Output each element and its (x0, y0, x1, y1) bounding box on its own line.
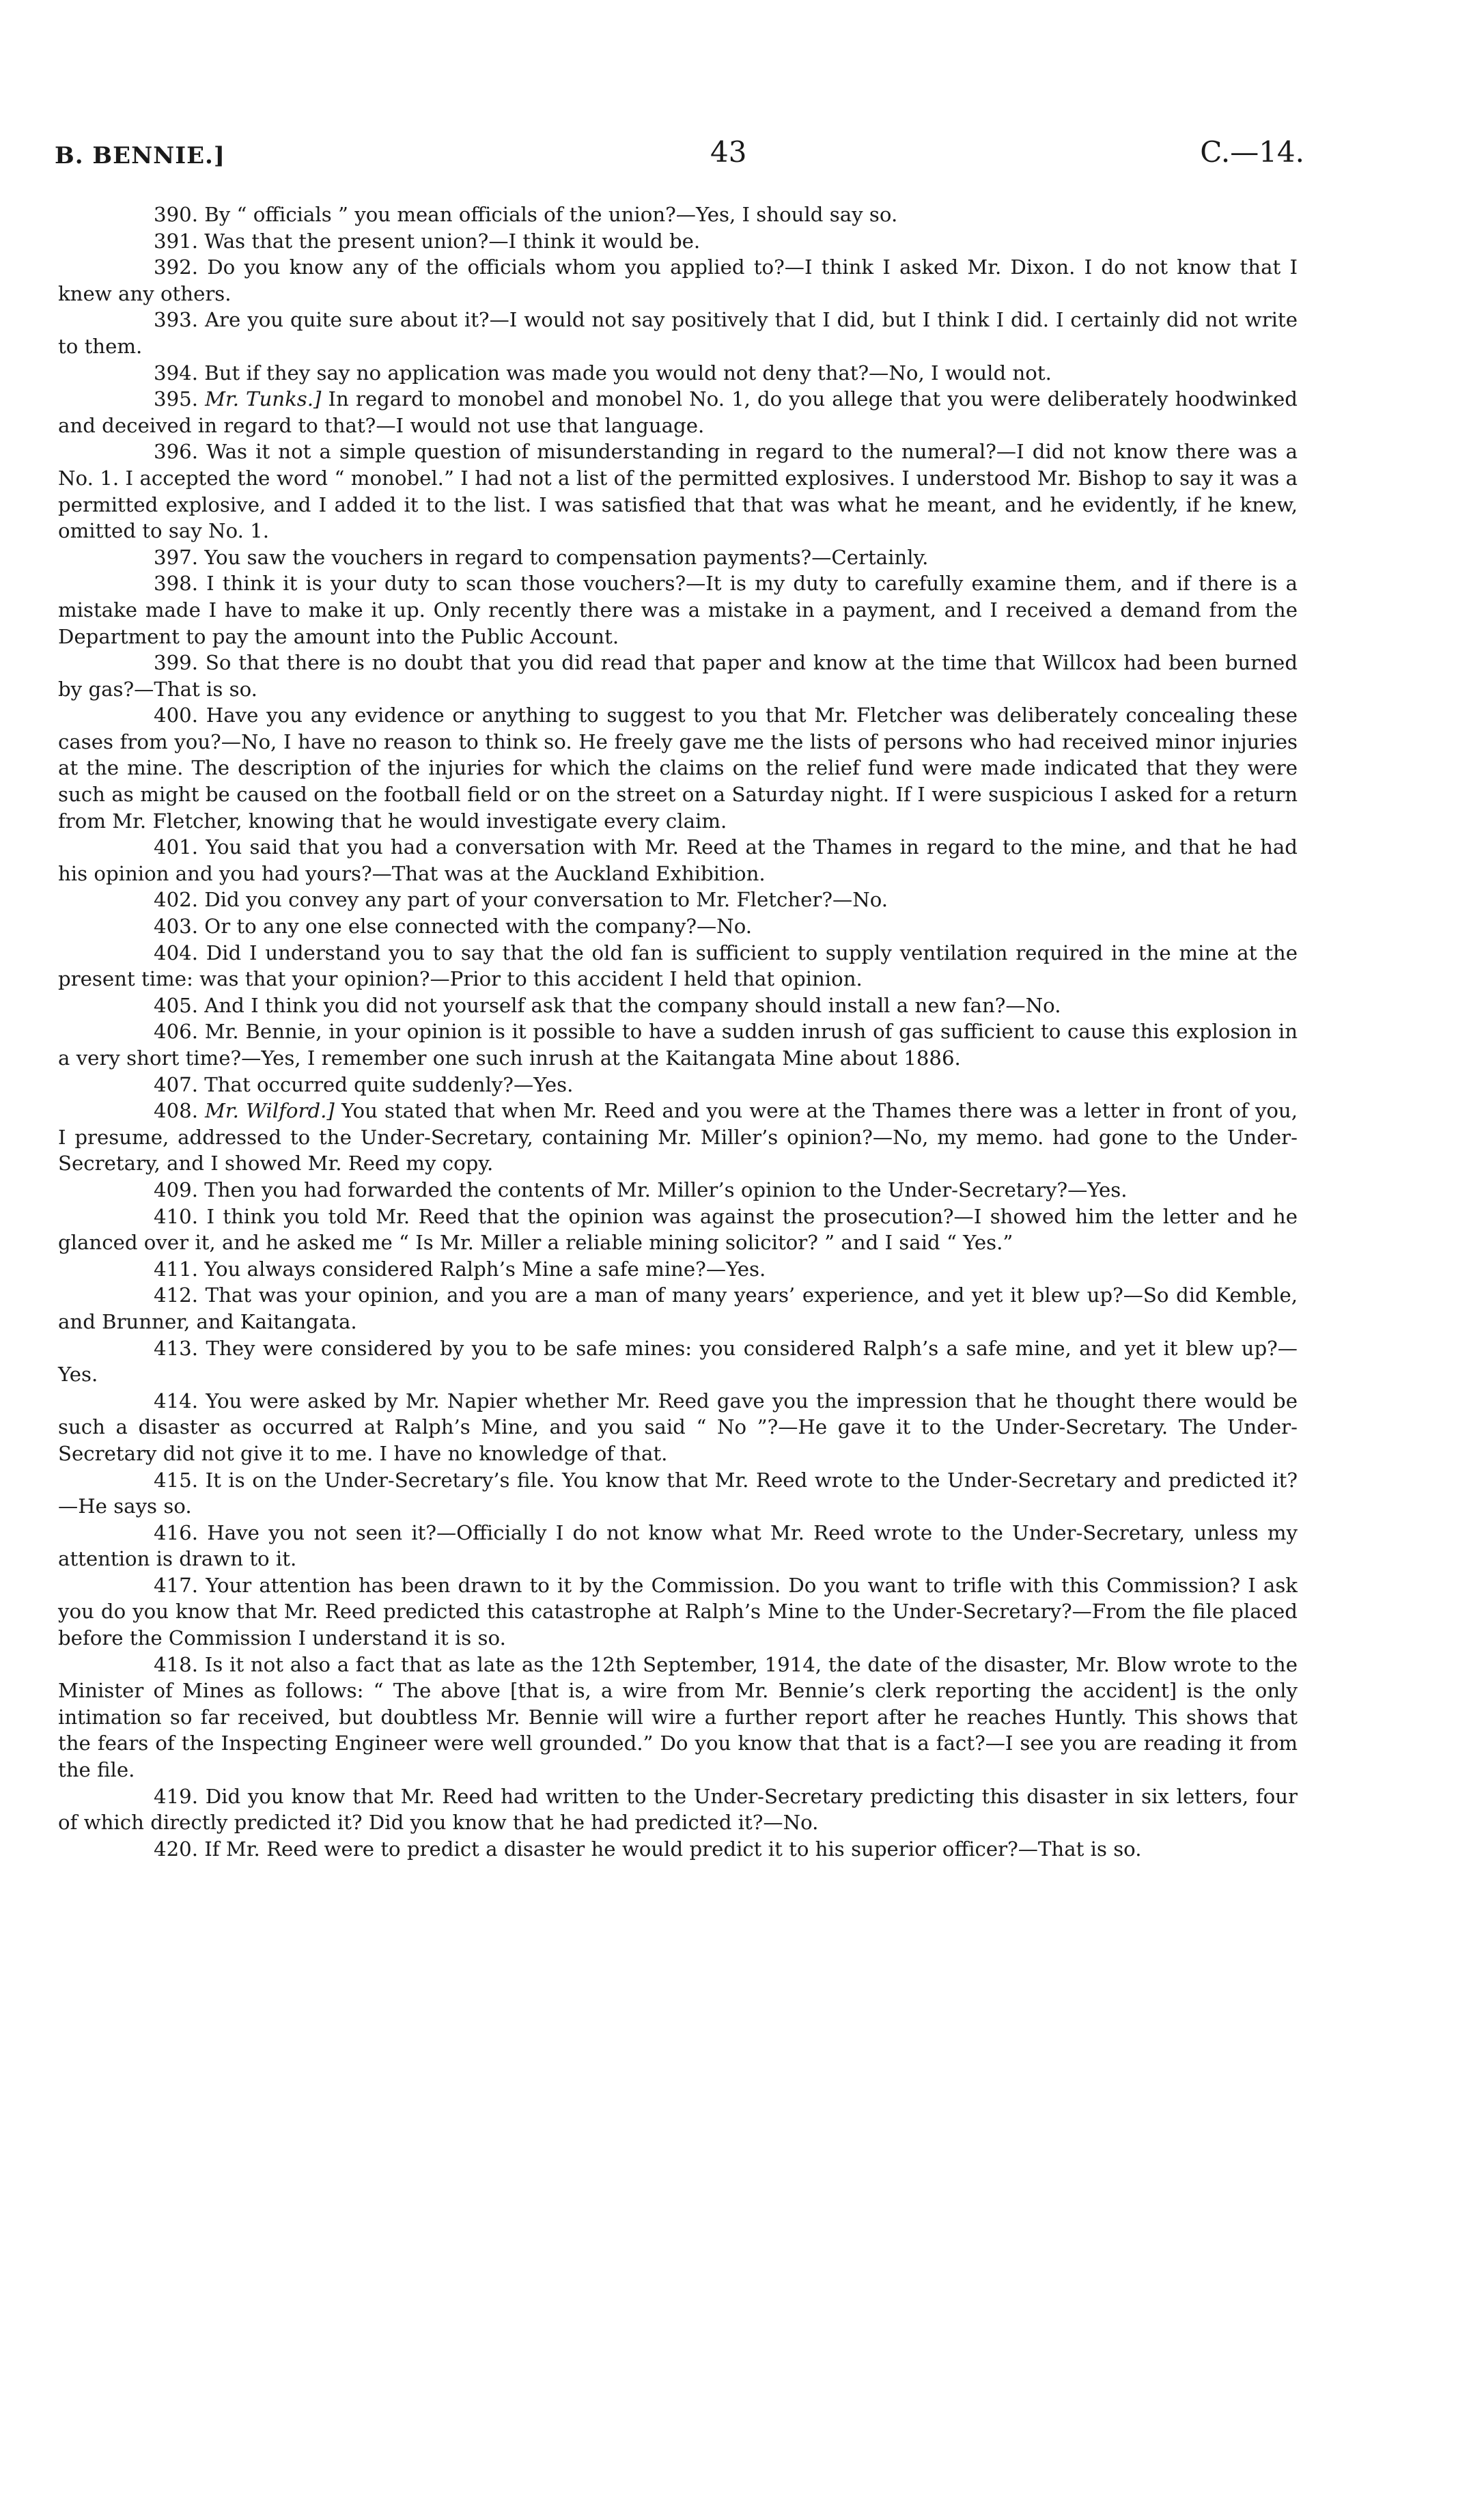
question-answer-paragraph (58, 1467, 1298, 1520)
question-answer-text: By “ officials ” you mean officials of the union?—Yes, I should say so. (204, 203, 898, 226)
question-answer-text: Mr. Bennie, in your opinion is it possible to have a sudden inrush of gas sufficient to cause this explosion in a very short time?—Yes, I remember one such inrush at the Kaitangata Mine about 1886. (58, 1020, 1298, 1070)
question-answer-text: And I think you did not yourself ask that the company should install a new fan?—No. (204, 993, 1061, 1017)
question-number: 410. (154, 1204, 198, 1228)
question-answer-text: I think it is your duty to scan those vouchers?—It is my duty to carefully examine them, and if there is a mistake made I have to make it up. Only recently there was a mistake in a payment, and I received a demand from the Department to pay the amount into the Public Account. (58, 572, 1298, 648)
question-answer-paragraph (58, 1836, 1298, 1863)
question-answer-text: Did you know that Mr. Reed had written to the Under-Secretary predicting this disaster in six letters, four of which directly predicted it? Did you know that he had predicted it?—No. (58, 1784, 1298, 1835)
question-answer-text: If Mr. Reed were to predict a disaster he would predict it to his superior officer?—That is so. (204, 1837, 1142, 1861)
question-answer-paragraph (58, 201, 1298, 228)
examiner-name: Mr. Wilford.] (205, 1099, 335, 1123)
question-answer-text: Your attention has been drawn to it by the Commission. Do you want to trifle with this Commission? I ask you do you know that Mr. Reed predicted this catastrophe at Ralph’s Mine to the Under-Secretary?—From the file placed before the Commission I understand it is so. (58, 1573, 1298, 1650)
question-number: 402. (154, 888, 198, 912)
question-answer-text: Are you quite sure about it?—I would not say positively that I did, but I think I did. I certainly did not write to them. (58, 308, 1298, 358)
question-number: 420. (154, 1837, 198, 1861)
question-number: 408. (154, 1099, 198, 1123)
question-answer-text: It is on the Under-Secretary’s file. You know that Mr. Reed wrote to the Under-Secretary and predicted it?—He says so. (58, 1468, 1298, 1518)
question-answer-paragraph (58, 1783, 1298, 1836)
question-answer-paragraph (58, 1388, 1298, 1467)
question-answer-text: That occurred quite suddenly?—Yes. (204, 1072, 574, 1096)
witness-name-header: B. BENNIE.] (55, 142, 225, 169)
question-answer-text: Did I understand you to say that the old fan is sufficient to supply ventilation required in the mine at the present time: was that your opinion?—Prior to this accident I held that opinion. (58, 941, 1298, 991)
question-answer-text: Then you had forwarded the contents of Mr. Miller’s opinion to the Under-Secretary?—Yes. (204, 1178, 1128, 1201)
question-answer-paragraph (58, 992, 1298, 1019)
question-answer-paragraph (58, 1072, 1298, 1098)
question-number: 406. (154, 1020, 198, 1044)
question-answer-paragraph (58, 439, 1298, 544)
question-answer-text: Do you know any of the officials whom you applied to?—I think I asked Mr. Dixon. I do not know that I knew any others. (58, 255, 1298, 305)
question-answer-paragraph (58, 650, 1298, 702)
question-answer-text: Was it not a simple question of misunderstanding in regard to the numeral?—I did not know there was a No. 1. I accepted the word “ monobel.” I had not a list of the permitted explosives. I understood Mr. Bishop to say it was a permitted explosive, and I added it to the list. I was satisfied that that was what he meant, and he evidently, if he knew, omitted to say No. 1. (58, 440, 1298, 543)
question-number: 401. (154, 835, 198, 859)
question-number: 404. (154, 941, 198, 964)
question-answer-paragraph (58, 1204, 1298, 1256)
question-answer-text: You said that you had a conversation with Mr. Reed at the Thames in regard to the mine, and that he had his opinion and you had yours?—That was at the Auckland Exhibition. (58, 835, 1298, 885)
question-answer-text: You always considered Ralph’s Mine a safe mine?—Yes. (204, 1257, 766, 1281)
question-number: 392. (154, 255, 198, 279)
question-answer-text: Did you convey any part of your conversation to Mr. Fletcher?—No. (204, 888, 888, 912)
question-answer-paragraph (58, 1335, 1298, 1388)
question-answer-paragraph (58, 307, 1298, 359)
question-answer-text: Or to any one else connected with the company?—No. (204, 915, 753, 938)
question-answer-text: Have you not seen it?—Officially I do not know what Mr. Reed wrote to the Under-Secretary, unless my attention is drawn to it. (58, 1520, 1298, 1571)
question-number: 394. (154, 361, 198, 385)
question-answer-paragraph (58, 254, 1298, 307)
question-answer-paragraph (58, 1018, 1298, 1071)
question-answer-paragraph (58, 1652, 1298, 1783)
page-header (55, 130, 1304, 178)
question-answer-text: I think you told Mr. Reed that the opinion was against the prosecution?—I showed him the letter and he glanced over it, and he asked me “ Is Mr. Miller a reliable mining solicitor? ” and I said “ Yes.” (58, 1204, 1298, 1255)
question-answer-text: You saw the vouchers in regard to compensation payments?—Certainly. (204, 545, 929, 569)
question-number: 400. (154, 704, 198, 727)
question-answer-text: Is it not also a fact that as late as the 12th September, 1914, the date of the disaster, Mr. Blow wrote to the Minister of Mines as follows: “ The above [that is, a wire from Mr. Bennie’s clerk reporting the accident] is the only intimation so far received, but doubtless Mr. Bennie will wire a further report after he reaches Huntly. This shows that the fears of the Inspecting Engineer were well grounded.” Do you know that that is a fact?—I see you are reading it from the file. (58, 1652, 1298, 1782)
examiner-name: Mr. Tunks.] (205, 387, 322, 411)
question-number: 405. (154, 993, 198, 1017)
question-answer-paragraph (58, 834, 1298, 887)
question-number: 399. (154, 651, 198, 675)
question-answer-paragraph (58, 386, 1298, 439)
question-number: 409. (154, 1178, 198, 1201)
question-answer-paragraph (58, 1177, 1298, 1204)
question-number: 396. (154, 440, 198, 464)
testimony-body (58, 201, 1298, 1862)
question-number: 415. (154, 1468, 198, 1492)
question-answer-paragraph (58, 570, 1298, 650)
question-answer-text: Have you any evidence or anything to suggest to you that Mr. Fletcher was deliberately concealing these cases from you?—No, I have no reason to think so. He freely gave me the lists of persons who had received minor injuries at the mine. The description of the injuries for which the claims on the relief fund were made indicated that they were such as might be caused on the football field or on the street on a Saturday night. If I were suspicious I asked for a return from Mr. Fletcher, knowing that he would investigate every claim. (58, 704, 1298, 833)
question-answer-paragraph (58, 1256, 1298, 1283)
question-answer-paragraph (58, 1098, 1298, 1177)
question-answer-text: That was your opinion, and you are a man of many years’ experience, and yet it blew up?—So did Kemble, and Brunner, and Kaitangata. (58, 1283, 1298, 1333)
question-answer-paragraph (58, 1572, 1298, 1652)
question-number: 418. (154, 1652, 198, 1676)
page-number: 43 (710, 135, 747, 169)
question-answer-paragraph (58, 1282, 1298, 1335)
question-number: 419. (154, 1784, 198, 1808)
question-number: 397. (154, 545, 198, 569)
question-answer-text: So that there is no doubt that you did read that paper and know at the time that Willcox had been burned by gas?—That is so. (58, 651, 1298, 701)
question-number: 403. (154, 915, 198, 938)
question-answer-paragraph (58, 887, 1298, 913)
question-number: 398. (154, 572, 198, 596)
document-reference: C.—14. (1200, 135, 1304, 169)
question-answer-paragraph (58, 940, 1298, 992)
question-number: 411. (154, 1257, 198, 1281)
question-answer-text: In regard to monobel and monobel No. 1, do you allege that you were deliberately hoodwinked and deceived in regard to that?—I would not use that language. (58, 387, 1298, 437)
question-number: 395. (154, 387, 198, 411)
question-answer-paragraph (58, 913, 1298, 940)
question-answer-text: They were considered by you to be safe mines: you considered Ralph’s a safe mine, and yet it blew up?—Yes. (58, 1336, 1298, 1387)
question-answer-paragraph (58, 360, 1298, 387)
question-number: 414. (154, 1389, 198, 1413)
question-number: 393. (154, 308, 198, 332)
question-number: 407. (154, 1072, 198, 1096)
question-number: 413. (154, 1336, 198, 1360)
question-number: 417. (154, 1573, 198, 1597)
question-answer-paragraph (58, 544, 1298, 571)
question-number: 412. (154, 1283, 198, 1307)
question-number: 416. (154, 1520, 198, 1544)
question-answer-paragraph (58, 228, 1298, 255)
question-answer-paragraph (58, 1520, 1298, 1572)
question-answer-text: You were asked by Mr. Napier whether Mr. Reed gave you the impression that he thought there would be such a disaster as occurred at Ralph’s Mine, and you said “ No ”?—He gave it to the Under-Secretary. The Under-Secretary did not give it to me. I have no knowledge of that. (58, 1389, 1298, 1465)
question-answer-text: Was that the present union?—I think it would be. (204, 229, 701, 253)
question-number: 391. (154, 229, 198, 253)
question-answer-text: But if they say no application was made you would not deny that?—No, I would not. (204, 361, 1052, 385)
question-number: 390. (154, 203, 198, 226)
question-answer-paragraph (58, 702, 1298, 834)
question-answer-text: You stated that when Mr. Reed and you were at the Thames there was a letter in front of you, I presume, addressed to the Under-Secretary, containing Mr. Miller’s opinion?—No, my memo. had gone to the Under-Secretary, and I showed Mr. Reed my copy. (58, 1099, 1298, 1176)
